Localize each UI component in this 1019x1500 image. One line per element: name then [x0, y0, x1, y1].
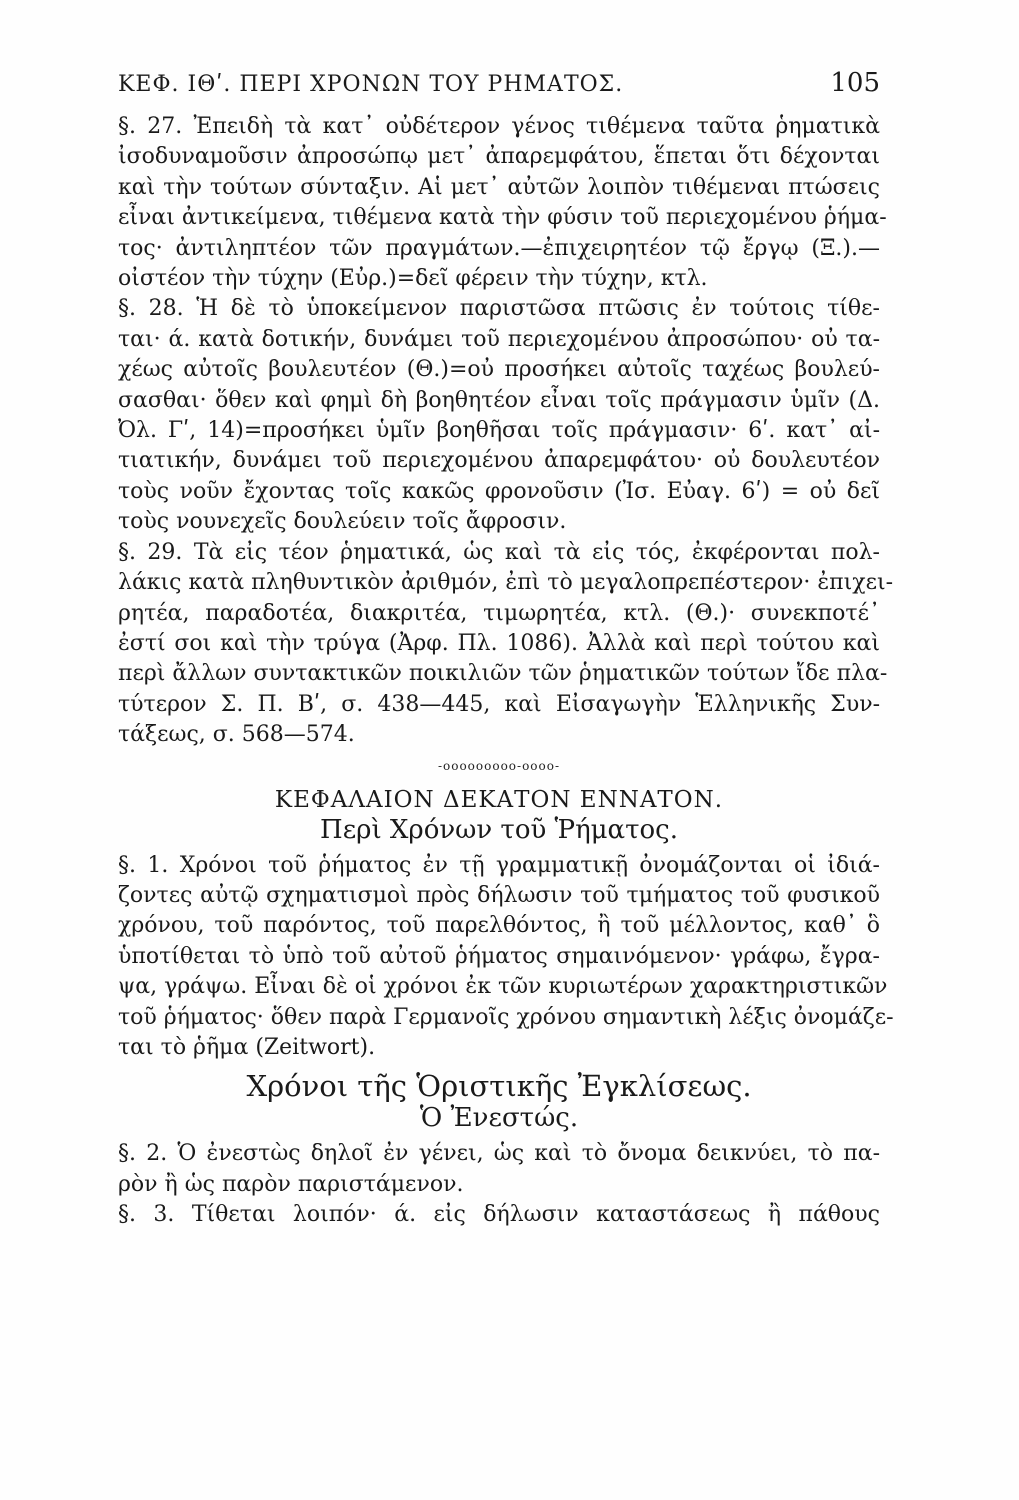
book-page: [118, 68, 894, 1231]
text-line: §. 1. Χρόνοι τοῦ ῥήματος ἐν τῇ γραμματικῇ ὀνομάζονται οἱ ἰδιά-: [118, 852, 880, 878]
text-line: §. 28. Ἡ δὲ τὸ ὑποκείμενον παριστῶσα πτῶσις ἐν τούτοις τίθε-: [118, 296, 880, 322]
text-line: τύτερον Σ. Π. Βʹ, σ. 438—445, καὶ Εἰσαγωγὴν Ἑλληνικῆς Συν-: [118, 691, 880, 717]
text-line: ρητέα, παραδοτέα, διακριτέα, τιμωρητέα, κτλ. (Θ.)· συνεκποτέ᾽: [118, 600, 880, 626]
text-line: ψα, γράψω. Εἶναι δὲ οἱ χρόνοι ἐκ τῶν κυριωτέρων χαρακτηριστικῶν: [118, 974, 888, 1000]
text-line: περὶ ἄλλων συντακτικῶν ποικιλιῶν τῶν ῥηματικῶν τούτων ἴδε πλα-: [118, 661, 888, 687]
subheading-indicative: Χρόνοι τῆς Ὁριστικῆς Ἐγκλίσεως.: [246, 1069, 752, 1104]
text-line: ζοντες αὐτῷ σχηματισμοὶ πρὸς δήλωσιν τοῦ τμήματος τοῦ φυσικοῦ: [118, 882, 880, 908]
subheading-present: Ὁ Ἐνεστώς.: [419, 1103, 579, 1134]
section-3: [118, 1200, 880, 1230]
text-line: §. 2. Ὁ ἐνεστὼς δηλοῖ ἐν γένει, ὡς καὶ τὸ ὄνομα δεικνύει, τὸ πα-: [118, 1141, 880, 1167]
text-line: τάξεως, σ. 568—574.: [118, 722, 355, 748]
text-line: τοὺς νουνεχεῖς δουλεύειν τοῖς ἄφροσιν.: [118, 509, 567, 535]
text-line: §. 27. Ἐπειδὴ τὰ κατ᾽ οὐδέτερον γένος τιθέμενα ταῦτα ῥηματικὰ: [118, 114, 880, 139]
ornament-divider: -ooooooooo-oooo-: [437, 758, 561, 773]
running-header: [118, 68, 880, 98]
text-line: ἐστί σοι καὶ τὴν τρύγα (Ἀρφ. Πλ. 1086). Ἀλλὰ καὶ περὶ τούτου καὶ: [118, 630, 880, 656]
text-line: τοῦ ῥήματος· ὅθεν παρὰ Γερμανοῖς χρόνου σημαντικὴ λέξις ὀνομάζε-: [118, 1004, 894, 1030]
text-line: οἰστέον τὴν τύχην (Εὐρ.)=δεῖ φέρειν τὴν τύχην, κτλ.: [118, 266, 708, 292]
chapter-subtitle: Περὶ Χρόνων τοῦ Ῥήματος.: [320, 814, 678, 845]
text-line: καὶ τὴν τούτων σύνταξιν. Αἱ μετ᾽ αὐτῶν λοιπὸν τιθέμεναι πτώσεις: [118, 174, 880, 200]
text-line: χέως αὐτοῖς βουλευτέον (Θ.)=οὐ προσήκει αὐτοῖς ταχέως βουλεύ-: [118, 357, 880, 383]
text-line: ται· ά. κατὰ δοτικήν, δυνάμει τοῦ περιεχομένου ἀπροσώπου· οὐ τα-: [118, 326, 880, 352]
text-line: τος· ἀντιληπτέον τῶν πραγμάτων.—ἐπιχειρητέον τῷ ἔργῳ (Ξ.).—: [118, 235, 880, 261]
page-number: 105: [830, 68, 880, 98]
text-line: εἶναι ἀντικείμενα, τιθέμενα κατὰ τὴν φύσιν τοῦ περιεχομένου ῥήμα-: [118, 205, 887, 231]
section-1: [118, 851, 894, 1064]
text-line: §. 3. Τίθεται λοιπόν· ά. εἰς δήλωσιν καταστάσεως ἢ πάθους: [118, 1202, 880, 1228]
text-line: Ὀλ. Γʹ, 14)=προσήκει ὑμῖν βοηθῆσαι τοῖς πράγμασιν· 6ʹ. κατ᾽ αἰ-: [118, 418, 880, 444]
text-line: ἰσοδυναμοῦσιν ἀπροσώπῳ μετ᾽ ἀπαρεμφάτου, ἕπεται ὅτι δέχονται: [118, 144, 880, 170]
text-line: λάκις κατὰ πληθυντικὸν ἀριθμόν, ἐπὶ τὸ μεγαλοπρεπέστερον· ἐπιχει-: [118, 570, 894, 596]
chapter-title: ΚΕΦΑΛΑΙΟΝ ΔΕΚΑΤΟΝ ΕΝΝΑΤΟΝ.: [274, 786, 724, 813]
text-line: §. 29. Τὰ εἰς τέον ῥηματικά, ὡς καὶ τὰ εἰς τός, ἐκφέρονται πολ-: [118, 539, 880, 565]
text-line: ρὸν ἢ ὡς παρὸν παριστάμενον.: [118, 1171, 464, 1197]
section-27: [118, 112, 887, 294]
text-line: τιατικήν, δυνάμει τοῦ περιεχομένου ἀπαρεμφάτου· οὐ δουλευτέον: [118, 448, 880, 474]
text-line: τοὺς νοῦν ἔχοντας τοῖς κακῶς φρονοῦσιν (Ἰσ. Εὐαγ. 6ʹ) = οὐ δεῖ: [118, 478, 880, 504]
text-line: χρόνου, τοῦ παρόντος, τοῦ παρελθόντος, ἢ τοῦ μέλλοντος, καθ᾽ ὃ: [118, 913, 880, 939]
text-line: σασθαι· ὅθεν καὶ φημὶ δὴ βοηθητέον εἶναι τοῖς πράγμασιν ὑμῖν (Δ.: [118, 387, 880, 413]
text-line: ὑποτίθεται τὸ ὑπὸ τοῦ αὐτοῦ ῥήματος σημαινόμενον· γράφω, ἔγρα-: [118, 943, 880, 969]
section-2: [118, 1139, 880, 1200]
section-29: [118, 538, 894, 751]
running-title: ΚΕΦ. ΙΘʹ. ΠΕΡΙ ΧΡΟΝΩΝ ΤΟΥ ΡΗΜΑΤΟΣ.: [118, 72, 624, 97]
text-line: ται τὸ ῥῆμα (Zeitwort).: [118, 1034, 376, 1060]
section-28: [118, 294, 880, 537]
